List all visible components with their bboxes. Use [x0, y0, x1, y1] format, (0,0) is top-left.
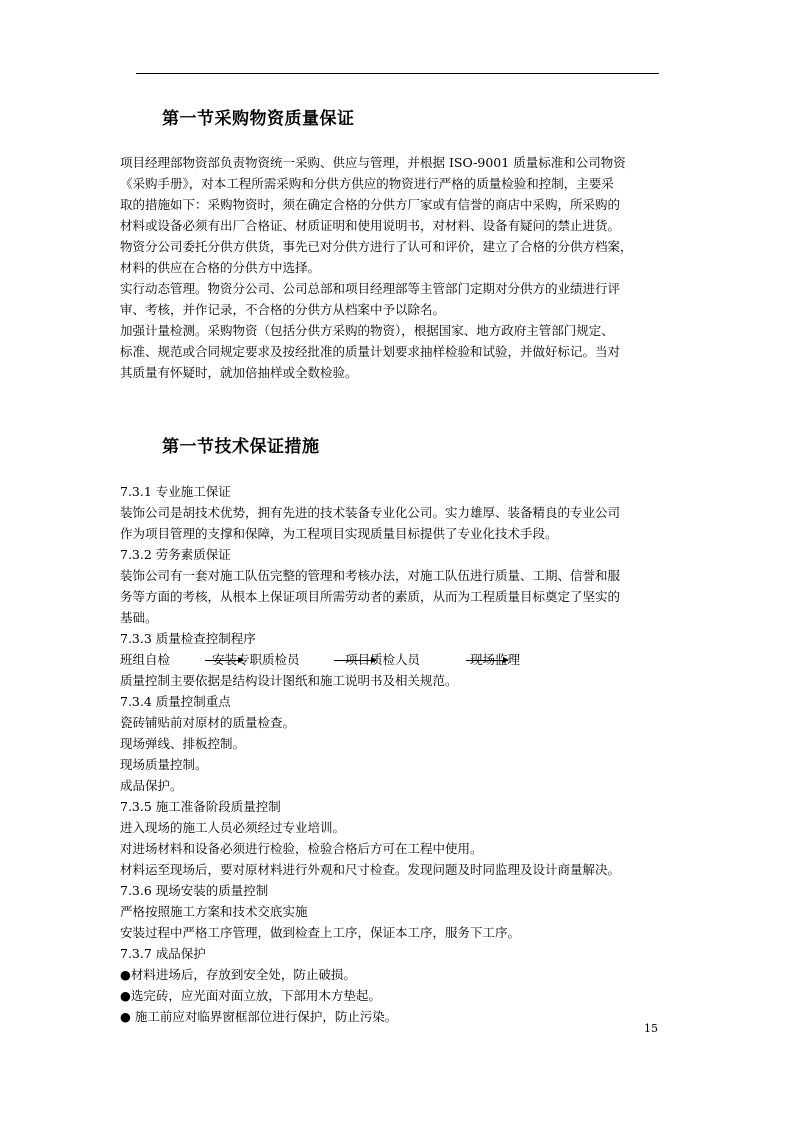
- subsection-title: 7.3.1 专业施工保证: [120, 484, 231, 499]
- page-number: 15: [644, 1022, 658, 1035]
- section-heading-technical: 第一节技术保证措施: [162, 437, 320, 457]
- paragraph-line: 安装过程中严格工序管理，做到检查上工序，保证本工序，服务下工序。: [120, 925, 521, 940]
- paragraph-line: 材料运至现场后，要对原材料进行外观和尺寸检查。发现问题及时同监理及设计商量解决。: [120, 862, 621, 877]
- subsection-title: 7.3.5 施工准备阶段质量控制: [120, 799, 281, 814]
- subsection-title: 7.3.7 成品保护: [120, 946, 206, 961]
- paragraph-line: 现场质量控制。: [120, 757, 208, 772]
- paragraph-line: 其质量有怀疑时，就加倍抽样或全数检验。: [120, 365, 358, 380]
- bullet-item: ●材料进场后，存放到安全处，防止破损。: [120, 967, 356, 982]
- paragraph-line: 基础。: [120, 610, 158, 625]
- paragraph-line: 严格按照施工方案和技术交底实施: [120, 904, 308, 919]
- paragraph-line: 成品保护。: [120, 778, 183, 793]
- flow-step-site-supervisor: 现场监理: [470, 652, 521, 667]
- paragraph-line: 取的措施如下：采购物资时，须在确定合格的分供方厂家或有信誉的商店中采购，所采购的: [120, 197, 621, 212]
- paragraph-line: 物资分公司委托分供方供货，事先已对分供方进行了认可和评价，建立了合格的分供方档案，: [120, 239, 633, 254]
- bullet-item: ●选完砖，应光面对面立放，下部用木方垫起。: [120, 988, 381, 1003]
- subsection-title: 7.3.3 质量检查控制程序: [120, 631, 256, 646]
- flow-step-installation-inspector: 安装专职质检员: [212, 652, 300, 667]
- paragraph-line: 质量控制主要依据是结构设计图纸和施工说明书及相关规范。: [120, 673, 458, 688]
- paragraph-line: 作为项目管理的支撑和保障，为工程项目实现质量目标提供了专业化技术手段。: [120, 526, 558, 541]
- quality-check-flow: [120, 652, 680, 668]
- paragraph-line: 材料的供应在合格的分供方中选择。: [120, 260, 321, 275]
- paragraph-line: 进入现场的施工人员必须经过专业培训。: [120, 820, 346, 835]
- paragraph-line: 装饰公司有一套对施工队伍完整的管理和考核办法，对施工队伍进行质量、工期、信誉和服: [120, 568, 621, 583]
- flow-step-project-inspector: 项目质检人员: [345, 652, 421, 667]
- paragraph-line: 瓷砖铺贴前对原材的质量检查。: [120, 715, 296, 730]
- paragraph-line: 《采购手册》，对本工程所需采购和分供方供应的物资进行严格的质量检验和控制，主要采: [120, 176, 614, 191]
- paragraph-line: 务等方面的考核，从根本上保证项目所需劳动者的素质，从而为工程质量目标奠定了坚实的: [120, 589, 621, 604]
- subsection-title: 7.3.2 劳务素质保证: [120, 547, 231, 562]
- section-heading-procurement: 第一节采购物资质量保证: [162, 109, 355, 129]
- paragraph-line: 现场弹线、排板控制。: [120, 736, 246, 751]
- paragraph-line: 审、考核，并作记录，不合格的分供方从档案中予以除名。: [120, 302, 446, 317]
- subsection-title: 7.3.4 质量控制重点: [120, 694, 231, 709]
- paragraph-line: 项目经理部物资部负责物资统一采购、供应与管理，并根据 ISO-9001 质量标准和公司物资: [120, 155, 626, 170]
- flow-step-team-self-check: 班组自检: [120, 652, 171, 667]
- paragraph-line: 加强计量检测。采购物资（包括分供方采购的物资），根据国家、地方政府主管部门规定、: [120, 323, 614, 338]
- bullet-item: ● 施工前应对临界窗框部位进行保护，防止污染。: [120, 1009, 398, 1024]
- header-rule: [136, 73, 659, 74]
- paragraph-line: 对进场材料和设备必须进行检验，检验合格后方可在工程中使用。: [120, 841, 483, 856]
- paragraph-line: 标准、规范或合同规定要求及按经批准的质量计划要求抽样检验和试验，并做好标记。当对: [120, 344, 621, 359]
- paragraph-line: 材料或设备必须有出厂合格证、材质证明和使用说明书，对材料、设备有疑问的禁止进货。: [120, 218, 621, 233]
- paragraph-line: 装饰公司是胡技术优势，拥有先进的技术装备专业化公司。实力雄厚、装备精良的专业公司: [120, 505, 621, 520]
- subsection-title: 7.3.6 现场安装的质量控制: [120, 883, 269, 898]
- paragraph-line: 实行动态管理。物资分公司、公司总部和项目经理部等主管部门定期对分供方的业绩进行评: [120, 281, 621, 296]
